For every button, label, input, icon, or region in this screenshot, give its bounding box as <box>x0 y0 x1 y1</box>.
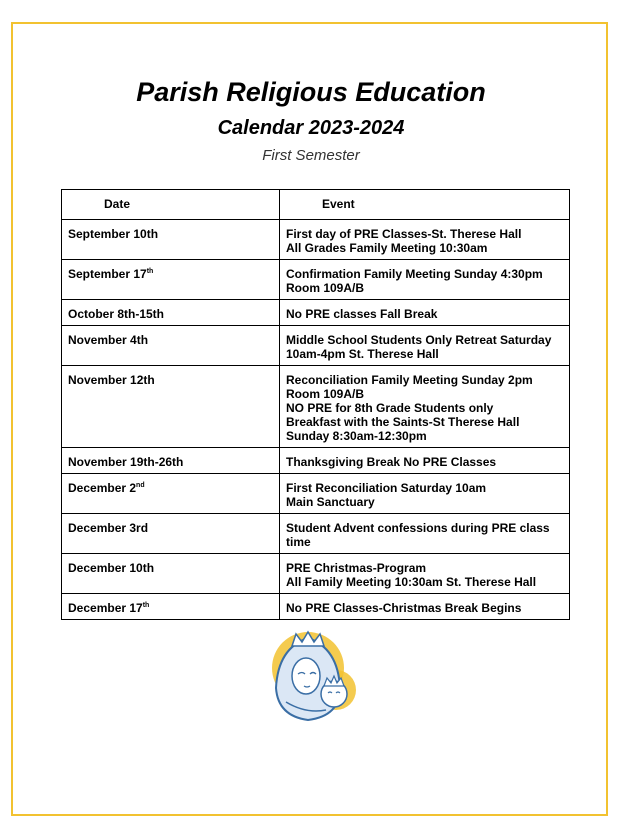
event-line: First day of PRE Classes-St. Therese Hall <box>286 227 522 241</box>
page-title: Parish Religious Education <box>136 77 486 107</box>
event-line: 10am-4pm St. Therese Hall <box>286 347 439 361</box>
event-date <box>62 220 280 260</box>
event-description <box>280 554 570 594</box>
event-description <box>280 260 570 300</box>
event-line: Sunday 8:30am-12:30pm <box>286 429 427 443</box>
calendar-table <box>61 189 570 620</box>
table-row <box>62 260 570 300</box>
event-date <box>62 260 280 300</box>
event-date-text: October 8th-15th <box>68 307 165 321</box>
event-date <box>62 554 280 594</box>
event-date <box>62 366 280 448</box>
table-row <box>62 366 570 448</box>
event-line: No PRE classes Fall Break <box>286 307 438 321</box>
event-description <box>280 300 570 326</box>
table-row <box>62 326 570 366</box>
event-line: Thanksgiving Break No PRE Classes <box>286 455 497 469</box>
event-description <box>280 326 570 366</box>
table-row <box>62 300 570 326</box>
event-date <box>62 300 280 326</box>
event-date <box>62 326 280 366</box>
event-description <box>280 366 570 448</box>
event-line: Confirmation Family Meeting Sunday 4:30pm <box>286 267 543 281</box>
page-subtitle: Calendar 2023-2024 <box>217 117 405 139</box>
table-row <box>62 448 570 474</box>
event-date-text: December 17 <box>68 601 143 615</box>
event-line: time <box>286 535 311 549</box>
date-ordinal-suffix: th <box>146 268 154 275</box>
event-line: NO PRE for 8th Grade Students only <box>286 401 494 415</box>
event-date <box>62 514 280 554</box>
semester-label: First Semester <box>262 147 360 164</box>
event-date-text: November 4th <box>68 333 149 347</box>
event-date-text: November 12th <box>68 373 155 387</box>
event-column-header: Event <box>280 190 570 220</box>
table-row <box>62 554 570 594</box>
madonna-and-child-icon <box>266 628 366 724</box>
event-line: All Family Meeting 10:30am St. Therese Hall <box>286 575 537 589</box>
event-line: All Grades Family Meeting 10:30am <box>286 241 488 255</box>
event-date-text: December 3rd <box>68 521 149 535</box>
event-line: Main Sanctuary <box>286 495 375 509</box>
event-line: Middle School Students Only Retreat Saturday <box>286 333 552 347</box>
event-date <box>62 474 280 514</box>
event-description <box>280 514 570 554</box>
event-line: Breakfast with the Saints-St Therese Hall <box>286 415 520 429</box>
event-date-text: September 17 <box>68 267 147 281</box>
event-date <box>62 594 280 620</box>
event-line: First Reconciliation Saturday 10am <box>286 481 487 495</box>
event-line: Reconciliation Family Meeting Sunday 2pm <box>286 373 533 387</box>
event-line: PRE Christmas-Program <box>286 561 427 575</box>
event-line: No PRE Classes-Christmas Break Begins <box>286 601 522 615</box>
event-date-text: November 19th-26th <box>68 455 184 469</box>
event-date-text: December 10th <box>68 561 155 575</box>
event-date <box>62 448 280 474</box>
date-ordinal-suffix: nd <box>136 482 145 489</box>
table-row <box>62 514 570 554</box>
table-header-row <box>62 190 570 220</box>
event-description <box>280 474 570 514</box>
event-description <box>280 448 570 474</box>
event-line: Student Advent confessions during PRE class <box>286 521 550 535</box>
event-date-text: September 10th <box>68 227 159 241</box>
event-description <box>280 594 570 620</box>
event-line: Room 109A/B <box>286 281 365 295</box>
date-column-header: Date <box>62 190 280 220</box>
date-ordinal-suffix: th <box>142 602 150 609</box>
event-line: Room 109A/B <box>286 387 365 401</box>
table-row <box>62 220 570 260</box>
event-date-text: December 2 <box>68 481 137 495</box>
event-description <box>280 220 570 260</box>
table-row <box>62 594 570 620</box>
table-row <box>62 474 570 514</box>
